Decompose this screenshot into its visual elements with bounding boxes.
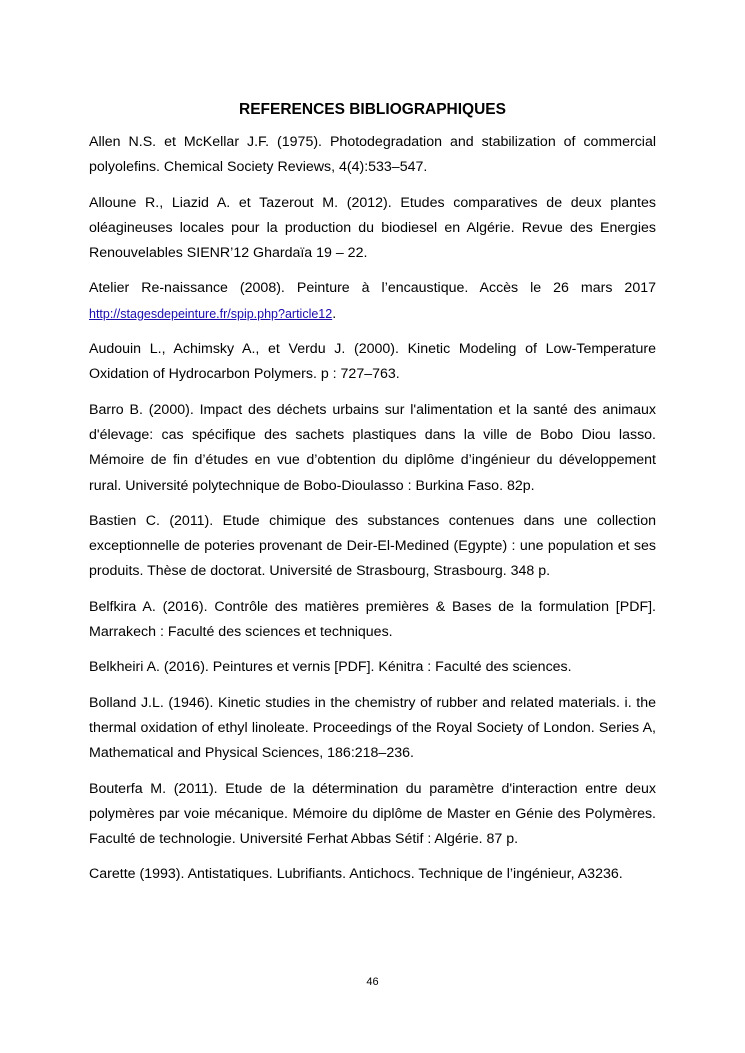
reference-item <box>89 862 656 887</box>
reference-item <box>89 655 656 680</box>
reference-suffix: . <box>332 305 337 322</box>
reference-item <box>89 595 656 646</box>
page-title: REFERENCES BIBLIOGRAPHIQUES <box>239 101 506 119</box>
reference-text: Alloune R., Liazid A. et Tazerout M. (2012). Etudes comparatives de deux plantes oléagineuses locales pour la production du biodiesel en Algérie. Revue des Energies Renouvelables SIENR’12 Ghardaïa 19 – 22. <box>89 194 656 262</box>
reference-item <box>89 691 656 767</box>
reference-item <box>89 191 656 267</box>
reference-text: Belfkira A. (2016). Contrôle des matières premières & Bases de la formulation [PDF]. Marrakech : Faculté des sciences et techniques. <box>89 598 656 641</box>
reference-item <box>89 276 656 327</box>
reference-text: Audouin L., Achimsky A., et Verdu J. (2000). Kinetic Modeling of Low-Temperature Oxidation of Hydrocarbon Polymers. p : 727–763. <box>89 341 656 383</box>
reference-item <box>89 130 656 181</box>
reference-item <box>89 398 656 499</box>
reference-text: Bastien C. (2011). Etude chimique des substances contenues dans une collection exceptionnelle de poteries provenant de Deir-El-Medined (Egypte) : une population et ses produits. Thèse de doctorat. Université de Strasbourg, Strasbourg. 348 p. <box>89 512 656 580</box>
reference-link[interactable]: http://stagesdepeinture.fr/spip.php?article12 <box>89 306 333 321</box>
reference-text: Bolland J.L. (1946). Kinetic studies in the chemistry of rubber and related materials. i. the thermal oxidation of ethyl linoleate. Proceedings of the Royal Society of London. Series A, Mathematical and Physical Sciences, 186:218–236. <box>89 694 656 762</box>
reference-text: Barro B. (2000). Impact des déchets urbains sur l'alimentation et la santé des animaux d'élevage: cas spécifique des sachets plastiques dans la ville de Bobo Diou lasso. Mémoire de fin d’études en vue d’obtention du diplôme d’ingénieur du développement rural. Université polytechnique de Bobo-Dioulasso : Burkina Faso. 82p. <box>89 401 656 494</box>
reference-item <box>89 509 656 585</box>
reference-text: Allen N.S. et McKellar J.F. (1975). Photodegradation and stabilization of commercial polyolefins. Chemical Society Reviews, 4(4):533–547. <box>89 134 656 176</box>
reference-text: Carette (1993). Antistatiques. Lubrifiants. Antichocs. Technique de l’ingénieur, A3236. <box>89 866 623 883</box>
reference-item <box>89 337 656 388</box>
reference-text: Atelier Re-naissance (2008). Peinture à l’encaustique. Accès le 26 mars 2017 <box>89 280 656 297</box>
reference-text: Bouterfa M. (2011). Etude de la détermination du paramètre d'interaction entre deux polymères par voie mécanique. Mémoire du diplôme de Master en Génie des Polymères. Faculté de technologie. Université Ferhat Abbas Sétif : Algérie. 87 p. <box>89 780 656 848</box>
reference-text: Belkheiri A. (2016). Peintures et vernis [PDF]. Kénitra : Faculté des sciences. <box>89 659 572 676</box>
reference-item <box>89 777 656 853</box>
page-number: 46 <box>366 976 379 988</box>
reference-list <box>89 130 656 898</box>
